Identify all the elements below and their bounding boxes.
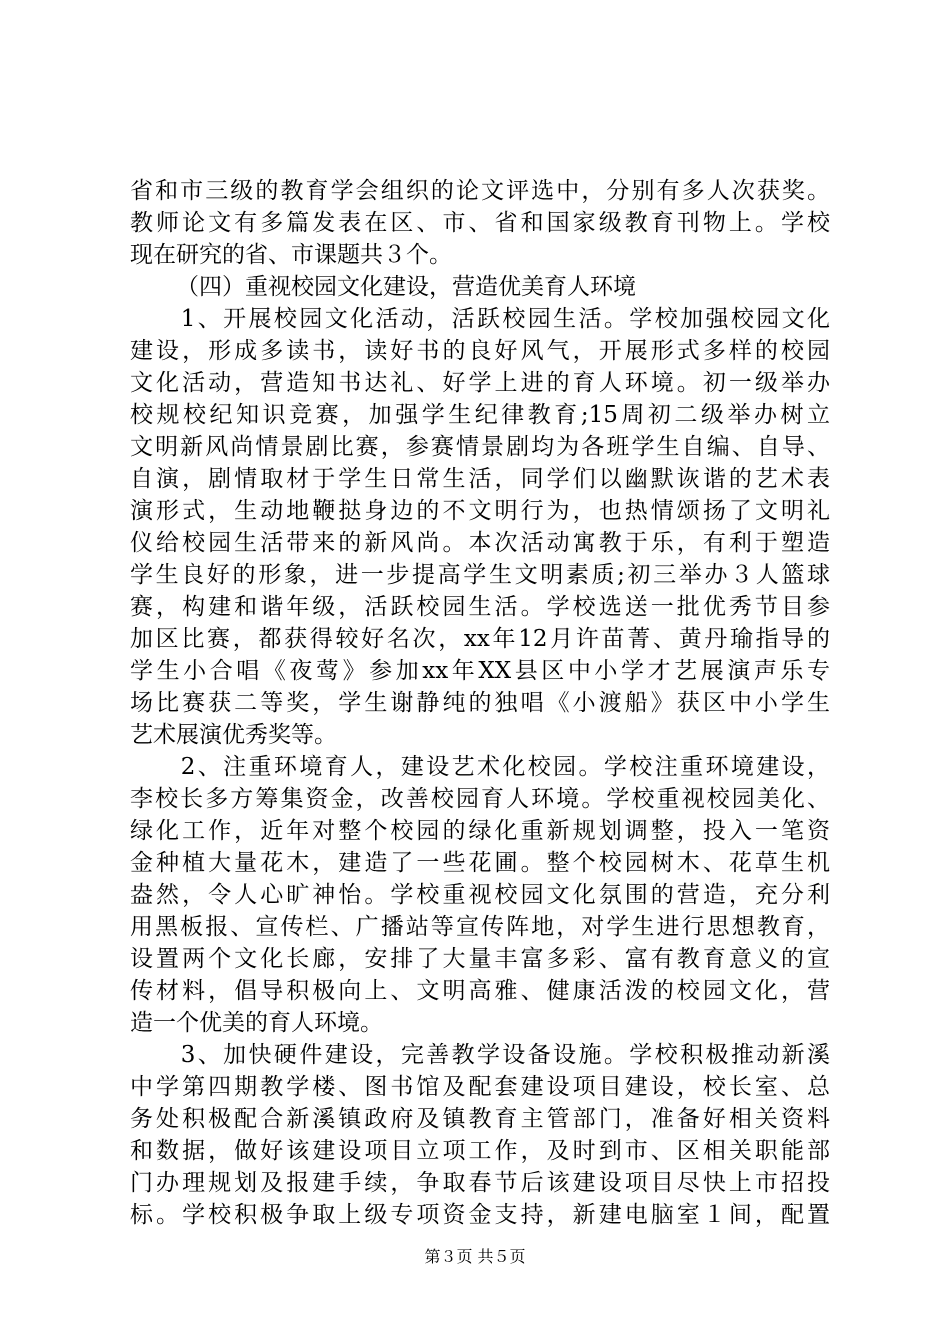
text-line: 盎然，令人心旷神怡。学校重视校园文化氛围的营造，充分利 <box>130 882 830 908</box>
section-heading: （四）重视校园文化建设，营造优美育人环境 <box>176 274 636 300</box>
text-line: 中学第四期教学楼、图书馆及配套建设项目建设，校长室、总 <box>130 1074 830 1100</box>
text-line: 传材料，倡导积极向上、文明高雅、健康活泼的校园文化，营 <box>130 978 830 1004</box>
text-line: 现在研究的省、市课题共３个。 <box>130 242 452 268</box>
text-line: 校规校纪知识竞赛，加强学生纪律教育;15周初二级举办树立 <box>130 402 830 428</box>
text-line: 李校长多方筹集资金，改善校园育人环境。学校重视校园美化、 <box>130 786 830 812</box>
text-line: 学生良好的形象，进一步提高学生文明素质;初三举办３人篮球 <box>130 562 830 588</box>
text-line: 1、开展校园文化活动，活跃校园生活。学校加强校园文化 <box>130 306 830 332</box>
text-line: 省和市三级的教育学会组织的论文评选中，分别有多人次获奖。 <box>130 178 830 204</box>
text-line: 2、注重环境育人，建设艺术化校园。学校注重环境建设， <box>130 754 830 780</box>
text-line: 文明新风尚情景剧比赛，参赛情景剧均为各班学生自编、自导、 <box>130 434 830 460</box>
text-line: 务处积极配合新溪镇政府及镇教育主管部门，准备好相关资料 <box>130 1106 830 1132</box>
document-body <box>130 175 830 1231</box>
text-line: 金种植大量花木，建造了一些花圃。整个校园树木、花草生机 <box>130 850 830 876</box>
text-line: 仪给校园生活带来的新风尚。本次活动寓教于乐，有利于塑造 <box>130 530 830 556</box>
text-line: 绿化工作，近年对整个校园的绿化重新规划调整，投入一笔资 <box>130 818 830 844</box>
text-line: 赛，构建和谐年级，活跃校园生活。学校选送一批优秀节目参 <box>130 594 830 620</box>
text-line: 学生小合唱《夜莺》参加xx年XX县区中小学才艺展演声乐专 <box>130 658 830 684</box>
text-line: 用黑板报、宣传栏、广播站等宣传阵地，对学生进行思想教育， <box>130 914 830 940</box>
text-line: 自演，剧情取材于学生日常生活，同学们以幽默诙谐的艺术表 <box>130 466 830 492</box>
text-line: 艺术展演优秀奖等。 <box>130 722 337 748</box>
text-line: 教师论文有多篇发表在区、市、省和国家级教育刊物上。学校 <box>130 210 830 236</box>
text-line: 加区比赛，都获得较好名次，xx年12月许苗菁、黄丹瑜指导的 <box>130 626 830 652</box>
text-line: 场比赛获二等奖，学生谢静纯的独唱《小渡船》获区中小学生 <box>130 690 830 716</box>
page-footer: 第３页 共５页 <box>424 1247 526 1266</box>
text-line: 标。学校积极争取上级专项资金支持，新建电脑室１间，配置 <box>130 1202 830 1228</box>
text-line: 门办理规划及报建手续，争取春节后该建设项目尽快上市招投 <box>130 1170 830 1196</box>
text-line: 文化活动，营造知书达礼、好学上进的育人环境。初一级举办 <box>130 370 830 396</box>
text-line: 3、加快硬件建设，完善教学设备设施。学校积极推动新溪 <box>130 1042 830 1068</box>
text-line: 演形式，生动地鞭挞身边的不文明行为，也热情颂扬了文明礼 <box>130 498 830 524</box>
text-line: 造一个优美的育人环境。 <box>130 1010 383 1036</box>
text-line: 和数据，做好该建设项目立项工作，及时到市、区相关职能部 <box>130 1138 830 1164</box>
text-line: 建设，形成多读书，读好书的良好风气，开展形式多样的校园 <box>130 338 830 364</box>
text-line: 设置两个文化长廊，安排了大量丰富多彩、富有教育意义的宣 <box>130 946 830 972</box>
